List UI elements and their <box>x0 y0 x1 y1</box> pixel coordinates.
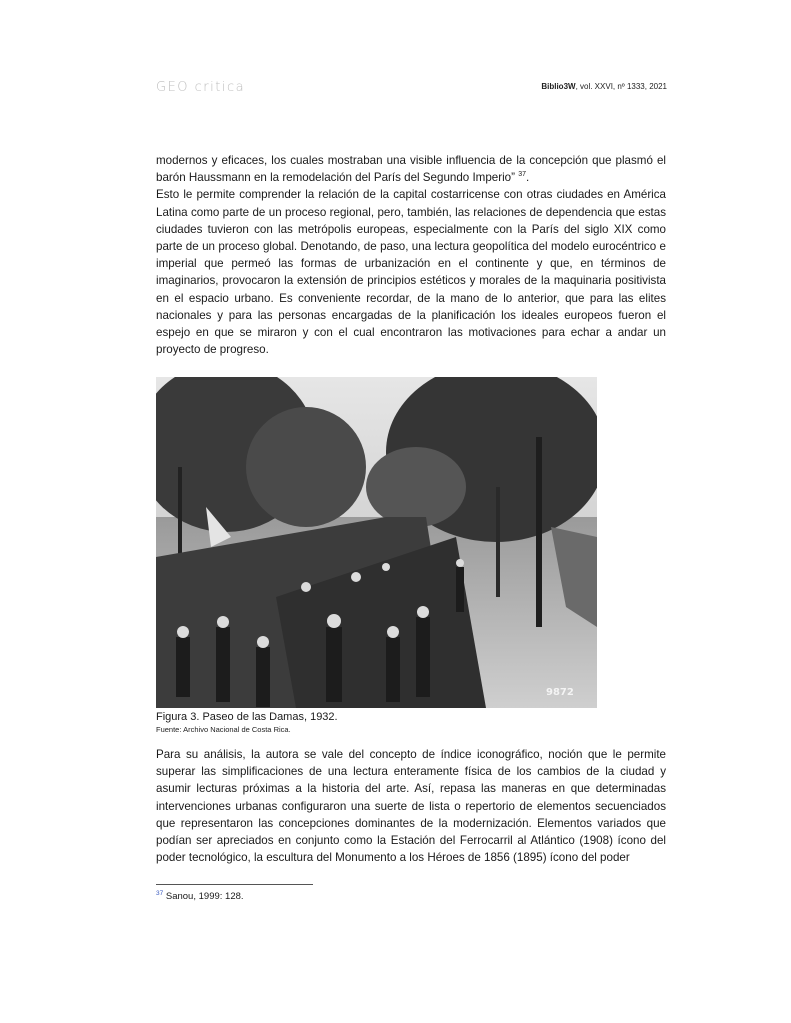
figure-source: Fuente: Archivo Nacional de Costa Rica. <box>156 725 291 734</box>
footnote-ref[interactable]: 37 <box>518 171 527 179</box>
footnote-number: 37 <box>156 889 164 897</box>
photo-illustration <box>156 377 597 708</box>
logo-text: GEO critica <box>156 80 246 95</box>
journal-issue: , vol. XXVI, nº 1333, 2021 <box>575 82 667 91</box>
paragraph-1 <box>156 152 666 186</box>
photo-number: 9872 <box>546 687 574 698</box>
footnote <box>156 891 244 902</box>
paragraph-3: Para su análisis, la autora se vale del concepto de índice iconográfico, noción que le permite superar las simplificaciones de una lectura enteramente física de los cambios de la ciudad y asumir lecturas próximas a la historia del arte. Así, repasa las maneras en que determinadas intervenciones urbanas configuraron una suerte de lista o repertorio de elementos secuenciados que representaron las concepciones dominantes de la modernización. Elementos variados que podían ser apreciados en conjunto como la Estación del Ferrocarril al Atlántico (1908) ícono del poder tecnológico, la escultura del Monumento a los Héroes de 1856 (1895) ícono del poder <box>156 748 666 865</box>
paragraph-2: Esto le permite comprender la relación de la capital costarricense con otras ciudades en América Latina como parte de un proceso regional, pero, también, las relaciones de dependencia que estas ciudades tuvieron con las metrópolis europeas, especialmente con la París del siglo XIX como parte de un proceso global. Denotando, de paso, una lectura geopolítica del modelo eurocéntrico e imperial que permeó las formas de urbanización en el continente y que, en términos de imaginarios, provocaron la extensión de principios estéticos y morales de la maquinaria positivista en el espacio urbano. Es conveniente recordar, de la mano de lo anterior, que para las elites nacionales y para las personas encargadas de la planificación los ideales europeos fueron el espejo en que se miraron y con el cual encontraron las motivaciones para echar a andar un proyecto de progreso. <box>156 188 666 357</box>
journal-logo <box>156 80 245 95</box>
footnote-ref-suffix: . <box>526 171 530 185</box>
footnote-text: Sanou, 1999: 128. <box>165 891 244 902</box>
figure-caption: Figura 3. Paseo de las Damas, 1932. <box>156 711 338 723</box>
footnote-divider <box>156 884 313 885</box>
body-text-bottom <box>156 746 666 866</box>
paragraph-1-text: modernos y eficaces, los cuales mostraban una visible influencia de la concepción que plasmó el barón Haussmann en la remodelación del París del Segundo Imperio” <box>156 154 666 185</box>
journal-citation <box>541 82 667 91</box>
historic-photograph <box>156 377 597 708</box>
body-text-top <box>156 152 666 358</box>
journal-name: Biblio3W <box>541 82 576 91</box>
